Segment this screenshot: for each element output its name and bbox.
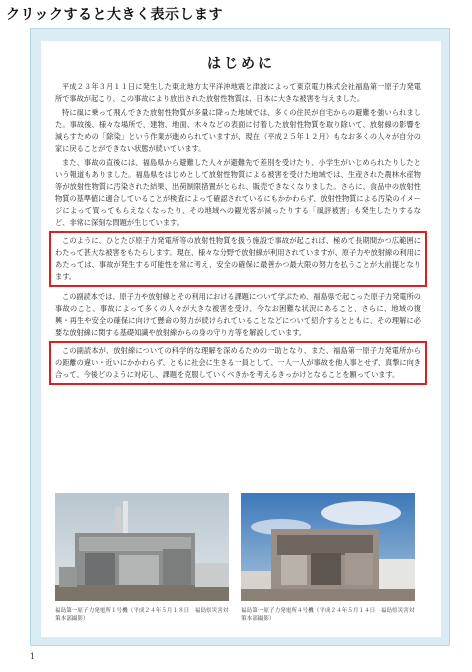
paragraph-4-highlighted: このように、ひとたび原子力発電所等の放射性物質を扱う施設で事故が起これば、極めて長期間かつ広範囲にわたって甚大な被害をもたらします。現在、様々な分野で放射線が利用されていますが、原子力や放射線の利用にあたっては、事故が発生する可能性を常に考え、安全の確保に最善かつ最大限の努力を払うことが大前提となります。 xyxy=(49,231,427,287)
click-to-enlarge-banner[interactable]: クリックすると大きく表示します xyxy=(6,7,223,23)
body-text xyxy=(55,81,421,389)
page-number: 1 xyxy=(30,652,36,661)
page-content xyxy=(41,41,441,637)
paragraph-5: この副読本では、原子力や放射線とその利用における課題について学ぶため、福島県で起こった原子力発電所の事故のこと、事故によって多くの人々が大きな被害を受け、今なお困難な状況にあること、さらに、地域の復興・再生や安全の確保に向けて懸命の努力が続けられていることなどについて紹介するとともに、その理解に必要な放射線に関する基礎知識や放射線からの身の守り方等を解説しています。 xyxy=(55,292,421,337)
caption-reactor-1: 福島第一原子力発電所１号機（平成２４年５月１８日 福島県災害対策本部撮影） xyxy=(55,608,229,622)
reactor-1-photo xyxy=(55,493,229,601)
photo-row xyxy=(55,493,425,603)
paragraph-2: 特に風に乗って飛んできた放射性物質が多量に降った地域では、多くの住民が自宅からの避難を強いられました。事故後、様々な場所で、建物、地面、木々などの表面に付着した放射性物質を取り除いて、放射線の影響を減らすための「除染」という作業が進められていますが、現在（平成２５年１２月）もなお多くの人々が自分の家に戻ることができない状態が続いています。 xyxy=(55,108,421,153)
page-frame xyxy=(30,28,450,646)
paragraph-3: また、事故の直後には、福島県から避難した人々が避難先で差別を受けたり、小学生がいじめられたりしたという報道もありました。福島県をはじめとして放射性物質による被害を受けた地域では、生産された農林水産物等が放射性物質に汚染された結果、出荷制限措置がとられ、販売できなくなりました。さらに、食品中の放射性物質の基準値に適合していることが検査によって確認されているにもかかわらず、放射性物質による汚染のイメージによって買ってもらえなくなったり、その地域への観光客が減ったりする「風評被害」も発生したりするなど、非常に深刻な問題が生じています。 xyxy=(55,158,421,227)
paragraph-1: 平成２３年３月１１日に発生した東北地方太平洋沖地震と津波によって東京電力株式会社福島第一原子力発電所で事故が起こり、この事故により放出された放射性物質は、日本に大きな被害を与えました。 xyxy=(55,82,421,103)
paragraph-6-highlighted: この副読本が、放射線についての科学的な理解を深めるための一助となり、また、福島第一原子力発電所からの距離の違い・近いにかかわらず、ともに社会に生きる一員として、一人一人が事故を他人事とせず、真摯に向き合って、今後どのように対応し、課題を克服していくべきかを考えるきっかけとなることを願っています。 xyxy=(49,341,427,385)
page-title: はじめに xyxy=(207,56,275,72)
caption-reactor-4: 福島第一原子力発電所４号機（平成２４年５月１４日 福島県災害対策本部撮影） xyxy=(241,608,415,622)
reactor-4-photo xyxy=(241,493,415,601)
